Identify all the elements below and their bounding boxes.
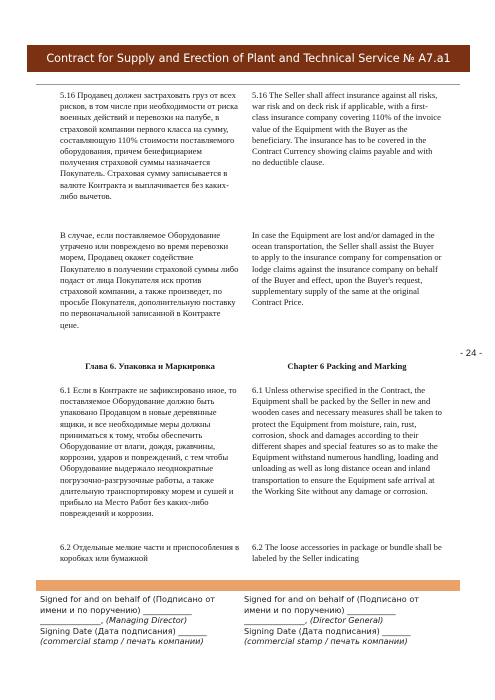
- paragraph-text: 6.2 The loose accessories in package or bundle shall be labeled by the Seller indicating: [252, 542, 442, 564]
- clause-6-2-ru: [60, 542, 240, 564]
- paragraph-text: 6.1 Если в Контракте не зафиксировано иное, то поставляемое Оборудование должно быть упаковано Продавцом в новые деревянные ящики, и все необходимые меры должны приниматься к тому, чтобы обеспечить Оборудование от влаги, дождя, ржавчины, коррозии, ударов и повреждений, с тем чтобы Оборудование выдержало неоднократные погрузочно-разгрузочные работы, а также длительную транспортировку морем и сушей и прибыло на Место Работ без каких-либо повреждений и коррозии.: [60, 385, 237, 519]
- signature-name-line: _______________, (Director General): [244, 615, 384, 626]
- chapter-6-heading-ru: Глава 6. Упаковка и Маркировка: [85, 361, 215, 371]
- header-title: Contract for Supply and Erection of Plant and Technical Service № A7.a1: [46, 52, 451, 65]
- signing-date-line: Signing Date (Дата подписания) _______: [244, 625, 411, 636]
- stamp-line: (commercial stamp / печать компании): [40, 636, 204, 647]
- signature-name-line: _______________, (Managing Director): [40, 615, 188, 626]
- paragraph-text: 6.1 Unless otherwise specified in the Contract, the Equipment shall be packed by the Seller in new and wooden cases and necessary measures shall be taken to protect the Equipment from moisture, rain, rust, corrosion, shock and damages according to their different shapes and special features so as to make the Equipment withstand numerous handling, loading and unloading as well as long distance ocean and inland transportation to ensure the Equipment safe arrival at the Working Site without any damage or corrosion.: [252, 385, 442, 496]
- document-header: [27, 45, 470, 72]
- clause-6-1-ru: [60, 385, 240, 519]
- signature-line: Signed for and on behalf of (Подписано от: [244, 594, 419, 604]
- signatory-title: (Director General): [309, 615, 384, 626]
- clause-5-16-ru: [60, 90, 240, 202]
- chapter-6-heading-en: Chapter 6 Packing and Marking: [287, 361, 407, 371]
- signing-date-line: Signing Date (Дата подписания) _______: [40, 625, 207, 636]
- paragraph-text: 6.2 Отдельные мелкие части и приспособления в коробках или бумажной: [60, 542, 240, 564]
- top-rule: [36, 84, 460, 85]
- signature-block-seller: [40, 594, 215, 647]
- footer-accent-bar: [36, 580, 460, 591]
- stamp-line: (commercial stamp / печать компании): [244, 636, 408, 647]
- clause-6-1-en: [252, 385, 442, 497]
- paragraph-text: 5.16 Продавец должен застраховать груз от всех рисков, в том числе при необходимости от риска военных действий и перевозки на палубе, в страховой компании первого класса на сумму, составляющую 110% стоимости поставляемого оборудования, причем бенефициарием получения страховой суммы назначается Покупатель. Страховая сумму записывается в валюте Контракта и выплачивается без каких-либо вычетов.: [60, 90, 238, 201]
- signature-line: имени и по поручению) ____________: [40, 604, 192, 615]
- paragraph-text: In case the Equipment are lost and/or damaged in the ocean transportation, the Seller shall assist the Buyer to apply to the insurance company for compensation or lodge claims against the insurance company on behalf of the Buyer and effect, upon the Buyer's request, supplementary supply of the same at the original Contract Price.: [252, 230, 442, 308]
- page-number: - 24 -: [460, 348, 483, 359]
- signatory-title: (Managing Director): [105, 615, 188, 626]
- clause-6-2-en: [252, 542, 442, 564]
- paragraph-text: 5.16 The Seller shall affect insurance against all risks, war risk and on deck risk if applicable, with a first-class insurance company covering 110% of the invoice value of the Equipment with the Buyer as the beneficiary. The insurance has to be covered in the Contract Currency showing claims payable and with no deductible clause.: [252, 90, 441, 168]
- signature-line: Signed for and on behalf of (Подписано от: [40, 594, 215, 604]
- signature-line: имени и по поручению) ____________: [244, 604, 396, 615]
- clause-5-16b-en: [252, 230, 442, 308]
- clause-5-16-en: [252, 90, 442, 168]
- clause-5-16b-ru: [60, 230, 240, 331]
- signature-block-buyer: [244, 594, 419, 647]
- paragraph-text: В случае, если поставляемое Оборудование утрачено или повреждено во время перевозки морем, Продавец окажет содействие Покупателю в получении страховой суммы либо подаст от лица Покупателя иск против страховой компании, а также произведет, по просьбе Покупателя, дополнительную поставку по первоначальной записанной в Контракте цене.: [60, 230, 239, 330]
